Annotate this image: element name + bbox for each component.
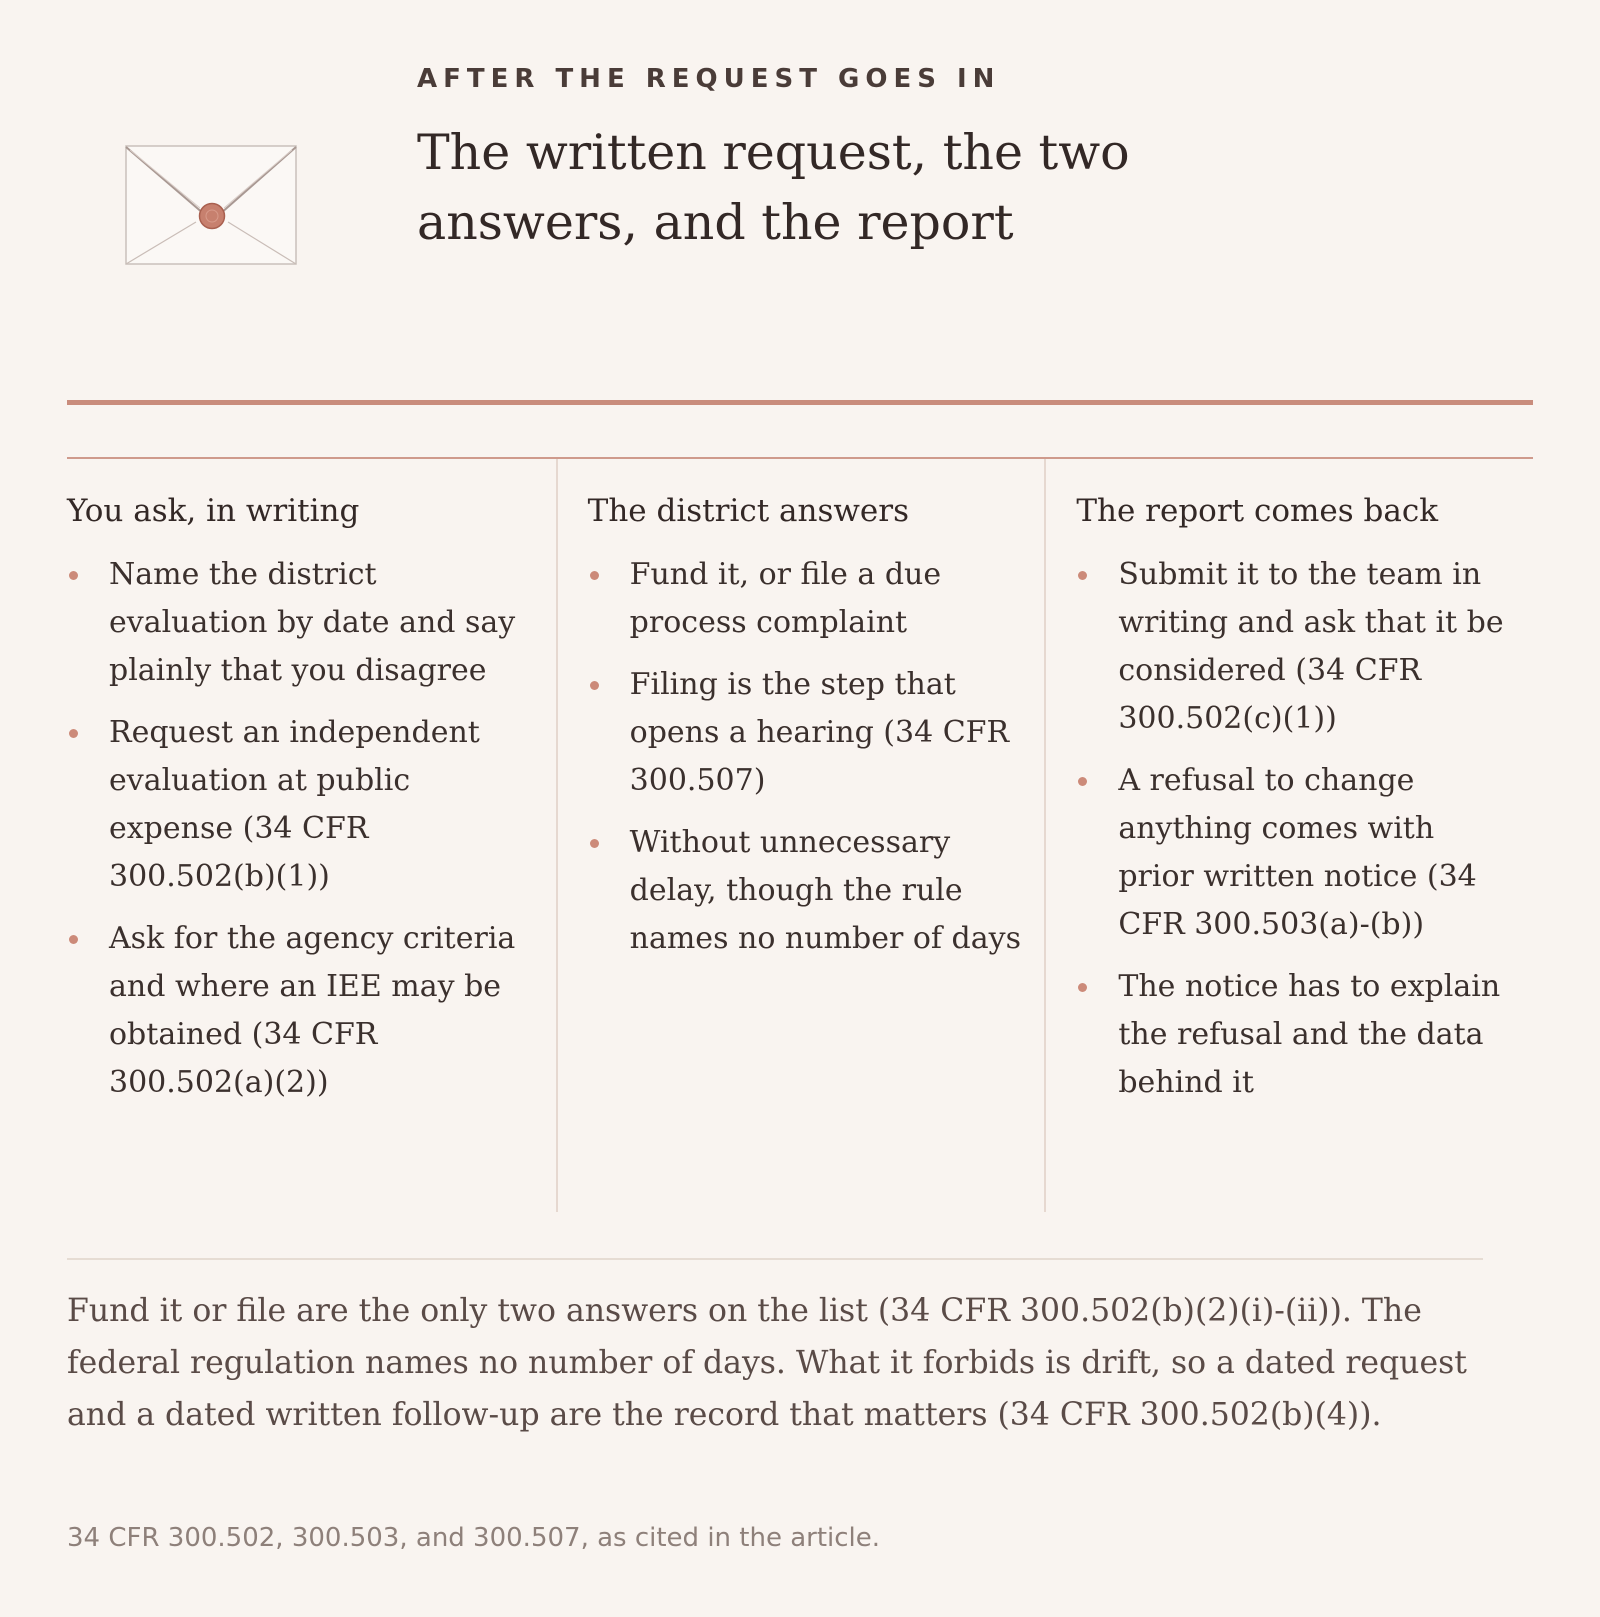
column-title: You ask, in writing [67, 493, 360, 529]
bullet-dot-icon [69, 729, 78, 738]
column-title: The district answers [587, 493, 909, 529]
divider-bottom [67, 1258, 1483, 1260]
column-title: The report comes back [1076, 493, 1438, 529]
list-item: A refusal to change anything comes with prior written notice (34 CFR 300.503(a)-(b)) [1076, 757, 1533, 949]
bullet-dot-icon [1078, 571, 1087, 580]
header [0, 0, 1600, 380]
bullet-list [1076, 551, 1533, 1107]
bullet-dot-icon [69, 935, 78, 944]
list-item: Ask for the agency criteria and where an IEE may be obtained (34 CFR 300.502(a)(2)) [67, 915, 556, 1107]
column-you-ask [67, 459, 556, 1212]
divider-thick [67, 400, 1533, 405]
bullet-dot-icon [1078, 777, 1087, 786]
envelope-with-wax-seal-icon [124, 144, 298, 268]
bullet-dot-icon [69, 571, 78, 580]
step-columns [67, 459, 1533, 1212]
list-item: Without unnecessary delay, though the rule names no number of days [588, 819, 1045, 963]
bullet-dot-icon [1078, 983, 1087, 992]
section-eyebrow: AFTER THE REQUEST GOES IN [417, 64, 1001, 94]
column-report-comes-back [1044, 459, 1533, 1212]
bullet-dot-icon [590, 681, 599, 690]
bullet-dot-icon [590, 839, 599, 848]
list-item: Request an independent evaluation at public expense (34 CFR 300.502(b)(1)) [67, 709, 556, 901]
list-item: Name the district evaluation by date and say plainly that you disagree [67, 551, 556, 695]
bullet-list [67, 551, 556, 1107]
list-item: Filing is the step that opens a hearing (34 CFR 300.507) [588, 661, 1045, 805]
bullet-dot-icon [590, 571, 599, 580]
summary-note: Fund it or file are the only two answers on the list (34 CFR 300.502(b)(2)(i)-(ii)). The federal regulation names no number of days. What it forbids is drift, so a dated request and a dated written follow-up are the record that matters (34 CFR 300.502(b)(4)). [67, 1293, 1467, 1433]
column-district-answers [556, 459, 1045, 1212]
source-citation: 34 CFR 300.502, 300.503, and 300.507, as cited in the article. [67, 1523, 881, 1553]
bullet-list [588, 551, 1045, 963]
page-title: The written request, the two answers, and the report [417, 124, 1130, 251]
list-item: The notice has to explain the refusal and the data behind it [1076, 963, 1533, 1107]
list-item: Submit it to the team in writing and ask that it be considered (34 CFR 300.502(c)(1)) [1076, 551, 1533, 743]
list-item: Fund it, or file a due process complaint [588, 551, 1045, 647]
